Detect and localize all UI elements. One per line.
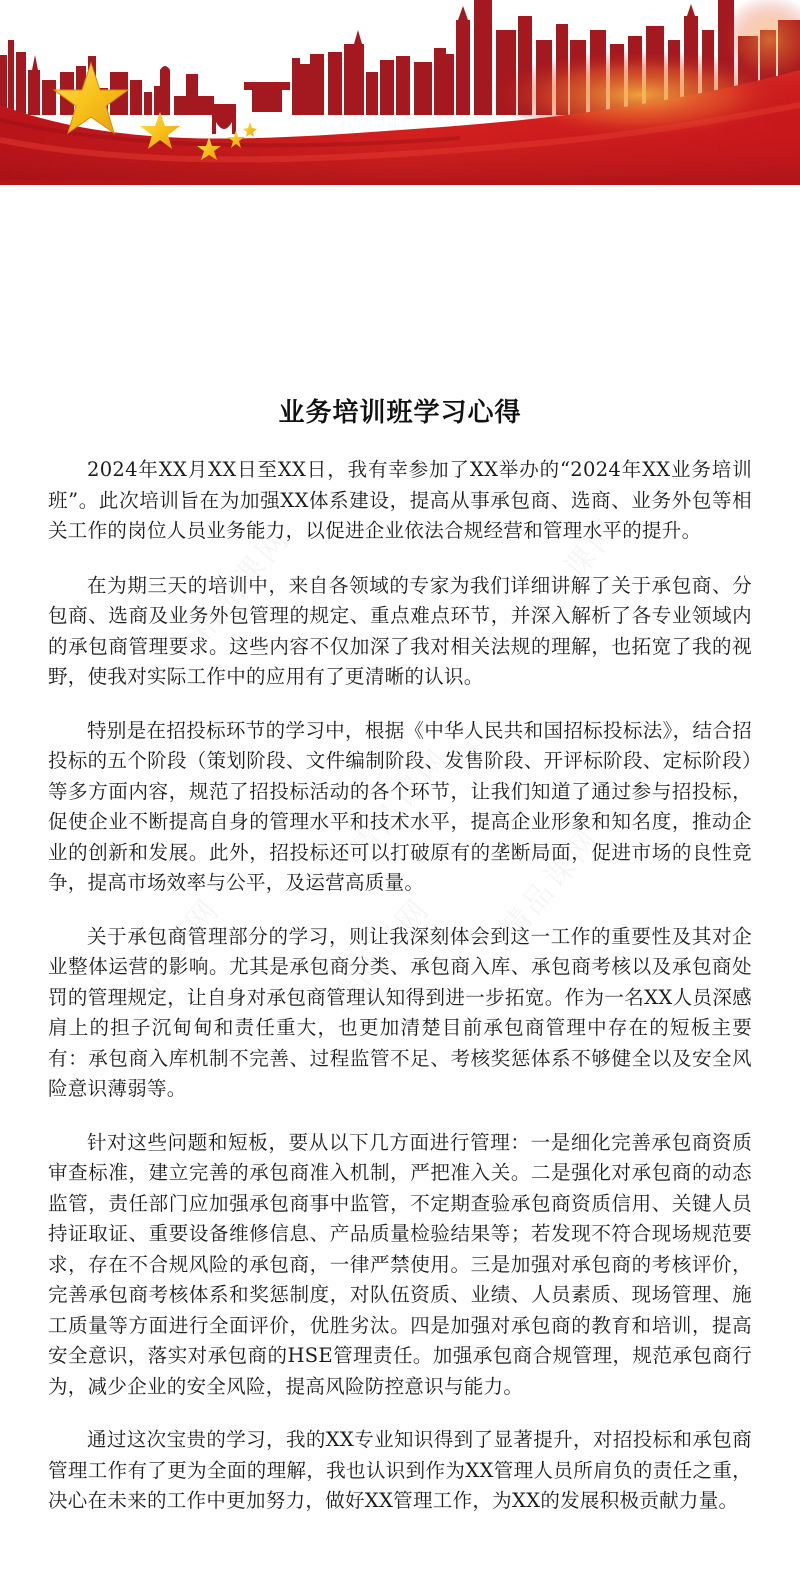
watermark-text: 精品课网 [113, 890, 228, 1018]
watermark-text: 精品课网 [323, 890, 438, 1018]
watermark-text: 精品课网 [493, 820, 608, 948]
header-banner [0, 0, 800, 185]
document-body [48, 455, 752, 1540]
paragraph-training-content: 在为期三天的培训中，来自各领域的专家为我们详细讲解了关于承包商、分包商、选商及业务外包管理的规定、重点难点环节，并深入解析了各专业领域内的承包商管理要求。这些内容不仅加深了我对相关法规的理解，也拓宽了我的视野，使我对实际工作中的应用有了更清晰的认识。 [48, 573, 752, 688]
watermark-text: 精品课网 [343, 740, 458, 868]
document-title: 业务培训班学习心得 [278, 398, 522, 428]
paragraph-conclusion: 通过这次宝贵的学习，我的XX专业知识得到了显著提升，对招投标和承包商管理工作有了更为全面的理解，我也认识到作为XX管理人员所肩负的责任之重，决心在未来的工作中更加努力，做好XX管理工作，为XX的发展积极贡献力量。 [48, 1428, 752, 1512]
paragraph-contractor-management: 关于承包商管理部分的学习，则让我深刻体会到这一工作的重要性及其对企业整体运营的影响。尤其是承包商分类、承包商入库、承包商考核以及承包商处罚的管理规定，让自身对承包商管理认知得到进一步拓宽。作为一名XX人员深感肩上的担子沉甸甸和责任重大，也更加清楚目前承包商管理中存在的短板主要有：承包商入库机制不完善、过程监管不足、考核奖惩体系不够健全以及安全风险意识薄弱等。 [48, 924, 752, 1100]
banner-illustration [0, 0, 800, 185]
watermark-text: 精品课网 [183, 520, 298, 648]
paragraph-intro: 2024年XX月XX日至XX日，我有幸参加了XX举办的“2024年XX业务培训班”。此次培训旨在为加强XX体系建设，提高从事承包商、选商、业务外包等相关工作的岗位人员业务能力，以促进企业依法合规经营和管理水平的提升。 [48, 458, 752, 542]
paragraph-bidding: 特别是在招投标环节的学习中，根据《中华人民共和国招标投标法》，结合招投标的五个阶段（策划阶段、文件编制阶段、发售阶段、开评标阶段、定标阶段）等多方面内容，规范了招投标活动的各个环节，让我们知道了通过参与招投标，促使企业不断提高自身的管理水平和技术水平，提高企业形象和知名度，推动企业的创新和发展。此外，招投标还可以打破原有的垄断局面，促进市场的良性竞争，提高市场效率与公平，及运营高质量。 [48, 718, 752, 894]
watermark-text: 精品课网 [513, 510, 628, 638]
star-icon [243, 122, 257, 137]
paragraph-improvements: 针对这些问题和短板，要从以下几方面进行管理：一是细化完善承包商资质审查标准，建立完善的承包商准入机制，严把准入关。二是强化对承包商的动态监管，责任部门应加强承包商事中监管，不定期查验承包商资质信用、关键人员持证取证、重要设备维修信息、产品质量检验结果等；若发现不符合现场规范要求，存在不合规风险的承包商，一律严禁使用。三是加强对承包商的考核评价，完善承包商考核体系和奖惩制度，对队伍资质、业绩、人员素质、现场管理、施工质量等方面进行全面评价，优胜劣汰。四是加强对承包商的教育和培训，提高安全意识，落实对承包商的HSE管理责任。加强承包商合规管理，规范承包商行为，减少企业的安全风险，提高风险防控意识与能力。 [48, 1130, 752, 1398]
